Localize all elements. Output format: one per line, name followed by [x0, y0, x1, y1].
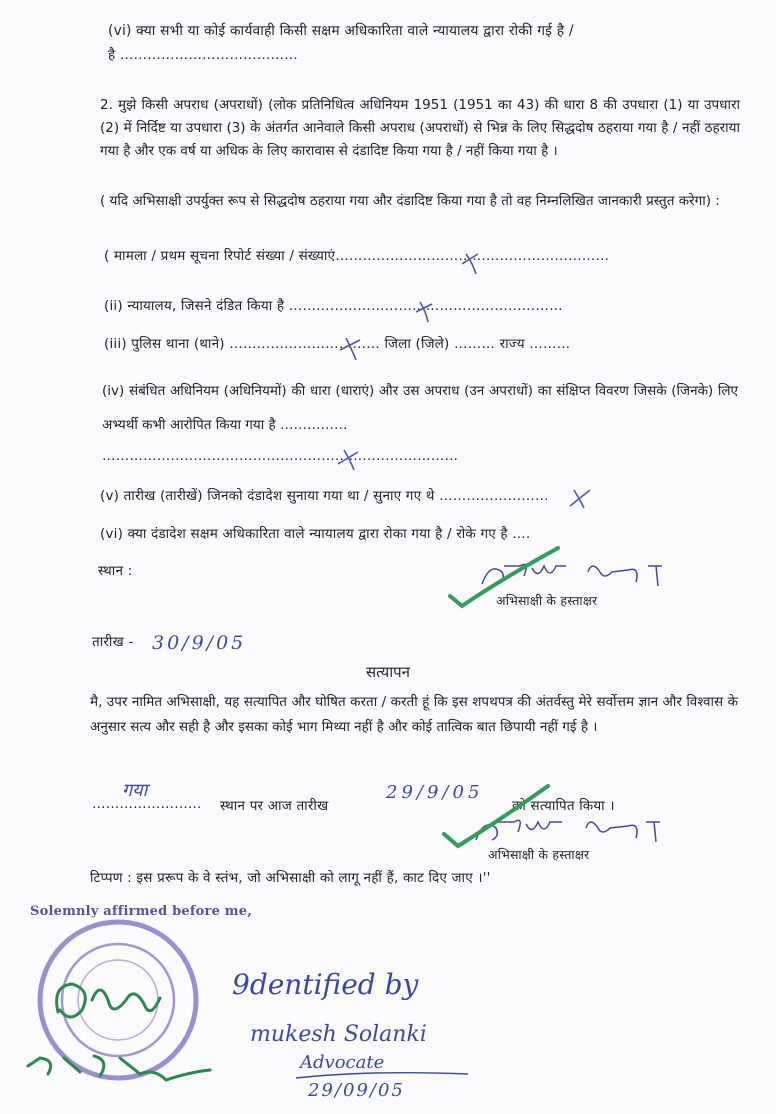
item-i-case-number: ( मामला / प्रथम सूचना रिपोर्ट संख्या / संख्याएं…………………………………………………… — [104, 248, 610, 264]
green-check-1 — [450, 548, 558, 606]
date-label: तारीख - — [92, 634, 134, 650]
verify-date: 29/9/05 — [386, 782, 484, 803]
strike-mark-v — [570, 490, 590, 508]
verify-line-c: को सत्यापित किया । — [512, 798, 615, 814]
strike-mark-i — [462, 254, 478, 274]
strike-mark-iv — [338, 450, 358, 470]
advocate-date: 29/09/05 — [308, 1080, 405, 1101]
solemnly-affirmed-stamp: Solemnly affirmed before me, — [30, 904, 252, 919]
item-iii-police-station: (iii) पुलिस थाना (थाने) …………………………… जिला (जिले) ……… राज्य ……… — [104, 336, 571, 352]
signature-2 — [476, 820, 660, 842]
strike-mark-iii — [340, 338, 360, 360]
item-iv-cont: …………………………………………………………………… — [102, 448, 459, 464]
note: टिप्पण : इस प्ररूप के वे स्तंभ, जो अभिसाक्षी को लागू नहीं हैं, काट दिए जाए ।'' — [90, 870, 491, 886]
verification-text: मै, उपर नामित अभिसाक्षी, यह सत्यापित और घोषित करता / करती हूं कि इस शपथपत्र की अंतर्वस्तु मेरे सर्वोत्तम ज्ञान और विश्वास के अनुसार सत्य और सही है और इसका कोई भाग मिथ्या नहीं है और कोई तात्विक बात छिपायी नहीं गई है । — [90, 694, 738, 735]
notary-seal — [40, 922, 196, 1078]
advocate-role: Advocate — [300, 1052, 385, 1073]
signature-label-2: अभिसाक्षी के हस्ताक्षर — [488, 847, 590, 862]
item-v-sentence-dates: (v) तारीख (तारीखें) जिनको दंडादेश सुनाया गया था / सुनाए गए थे …………………… — [100, 488, 549, 504]
date-value: 30/9/05 — [152, 632, 247, 654]
item-vi-proceedings-cont: है ………………………………… — [108, 47, 298, 63]
item-vi-proceedings: (vi) क्या सभी या कोई कार्यवाही किसी सक्षम अधिकारिता वाले न्यायालय द्वारा रोकी गई है / — [108, 23, 574, 39]
strike-mark-ii — [416, 302, 432, 322]
item-ii-court: (ii) न्यायालय, जिसने दंडित किया है …………………………………………………… — [104, 298, 563, 314]
verify-line-a: …………………… — [92, 796, 202, 812]
advocate-name: mukesh Solanki — [250, 1022, 427, 1047]
notary-signature — [28, 984, 210, 1080]
item-iv-acts: (iv) संबंधित अधिनियम (अधिनियमों) की धारा (धाराएं) और उस अपराध (उन अपराधों) का संक्षिप्त विवरण जिसके (जिनके) लिए अभ्यर्थी कभी आरोपित किया गया है …………… — [102, 383, 738, 433]
paragraph-2: 2. मुझे किसी अपराध (अपराधों) (लोक प्रतिनिधित्व अधिनियम 1951 (1951 का 43) की धारा 8 की उपधारा (1) या उपधारा (2) में निर्दिष्ट या उपधारा (3) के अंतर्गत आनेवाले किसी अपराध (अपराधों) से भिन्न के लिए सिद्धदोष ठहराया गया है / नहीं ठहराया गया है और एक वर्ष या अधिक के लिए कारावास से दंडादिष्ट किया गया है / नहीं किया गया है । — [100, 97, 740, 159]
paragraph-2-conditional: ( यदि अभिसाक्षी उपर्युक्त रूप से सिद्धदोष ठहराया गया और दंडादिष्ट किया गया है तो वह निम्नलिखित जानकारी प्रस्तुत करेगा) : — [100, 193, 720, 209]
verify-line-b: स्थान पर आज तारीख — [220, 798, 329, 814]
advocate-underline — [296, 1073, 468, 1078]
place-label: स्थान : — [98, 563, 133, 579]
item-vi-sentence-stayed: (vi) क्या दंडादेश सक्षम अधिकारिता वाले न्यायालय द्वारा रोका गया है / रोके गए है …. — [100, 526, 531, 542]
signature-label-1: अभिसाक्षी के हस्ताक्षर — [496, 593, 598, 608]
identified-by: 9dentified by — [232, 968, 419, 1001]
verification-title: सत्यापन — [366, 663, 410, 681]
verify-place: गया — [122, 780, 148, 801]
